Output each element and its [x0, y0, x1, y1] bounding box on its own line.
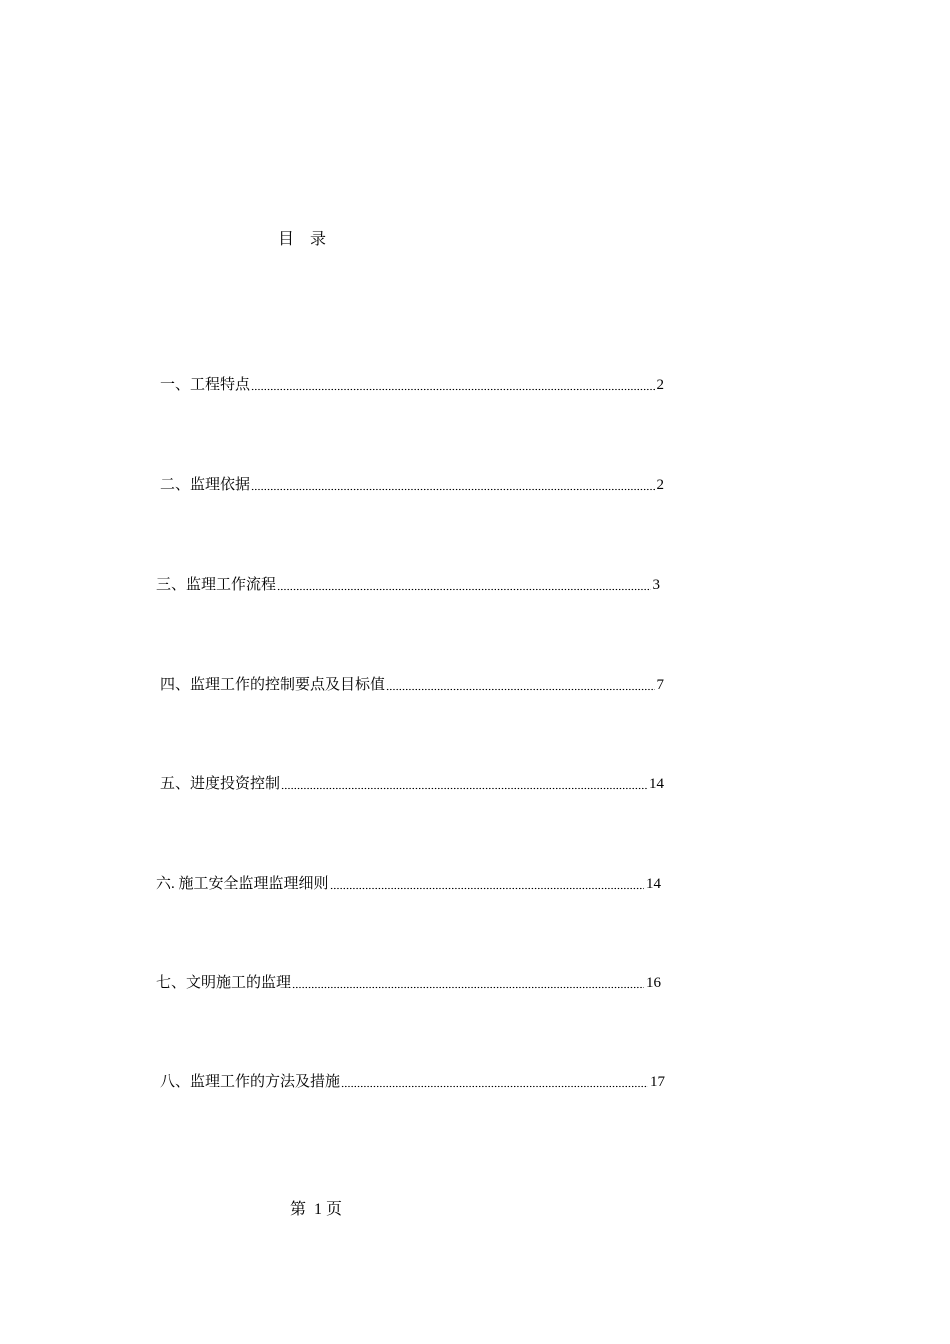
- dot-leader: [277, 577, 650, 591]
- toc-entry-page-number: 3: [652, 577, 660, 593]
- dot-leader: [330, 876, 644, 890]
- toc-entry[interactable]: [160, 375, 664, 395]
- toc-entry[interactable]: [156, 575, 660, 595]
- toc-entry-label: 四、监理工作的控制要点及目标值: [160, 677, 386, 693]
- dot-leader: [292, 975, 644, 989]
- dot-leader: [251, 377, 654, 391]
- toc-entry-label: 七、文明施工的监理: [156, 975, 292, 991]
- toc-entry-label: 五、进度投资控制: [160, 776, 281, 792]
- dot-leader: [251, 477, 654, 491]
- toc-entry-page-number: 16: [646, 975, 661, 991]
- toc-title: 目 录: [278, 231, 327, 248]
- toc-entry-label: 八、监理工作的方法及措施: [160, 1074, 341, 1090]
- toc-entry[interactable]: [160, 774, 664, 794]
- page-footer: 第 1 页: [290, 1201, 343, 1218]
- toc-entry[interactable]: [156, 973, 661, 993]
- toc-entry-page-number: 7: [656, 677, 664, 693]
- toc-entry[interactable]: [160, 1072, 665, 1092]
- toc-entry-label: 一、工程特点: [160, 377, 251, 393]
- dot-leader: [341, 1074, 648, 1088]
- toc-entry[interactable]: [156, 874, 661, 894]
- dot-leader: [386, 677, 654, 691]
- toc-entry-page-number: 14: [649, 776, 664, 792]
- toc-entry-page-number: 14: [646, 876, 661, 892]
- toc-entry-page-number: 2: [656, 477, 664, 493]
- dot-leader: [281, 776, 647, 790]
- toc-entry-page-number: 2: [656, 377, 664, 393]
- toc-entry-label: 三、监理工作流程: [156, 577, 277, 593]
- toc-entry[interactable]: [160, 675, 664, 695]
- toc-entry-label: 六. 施工安全监理监理细则: [156, 876, 329, 892]
- toc-entry-page-number: 17: [650, 1074, 665, 1090]
- toc-entry[interactable]: [160, 475, 664, 495]
- toc-entry-label: 二、监理依据: [160, 477, 251, 493]
